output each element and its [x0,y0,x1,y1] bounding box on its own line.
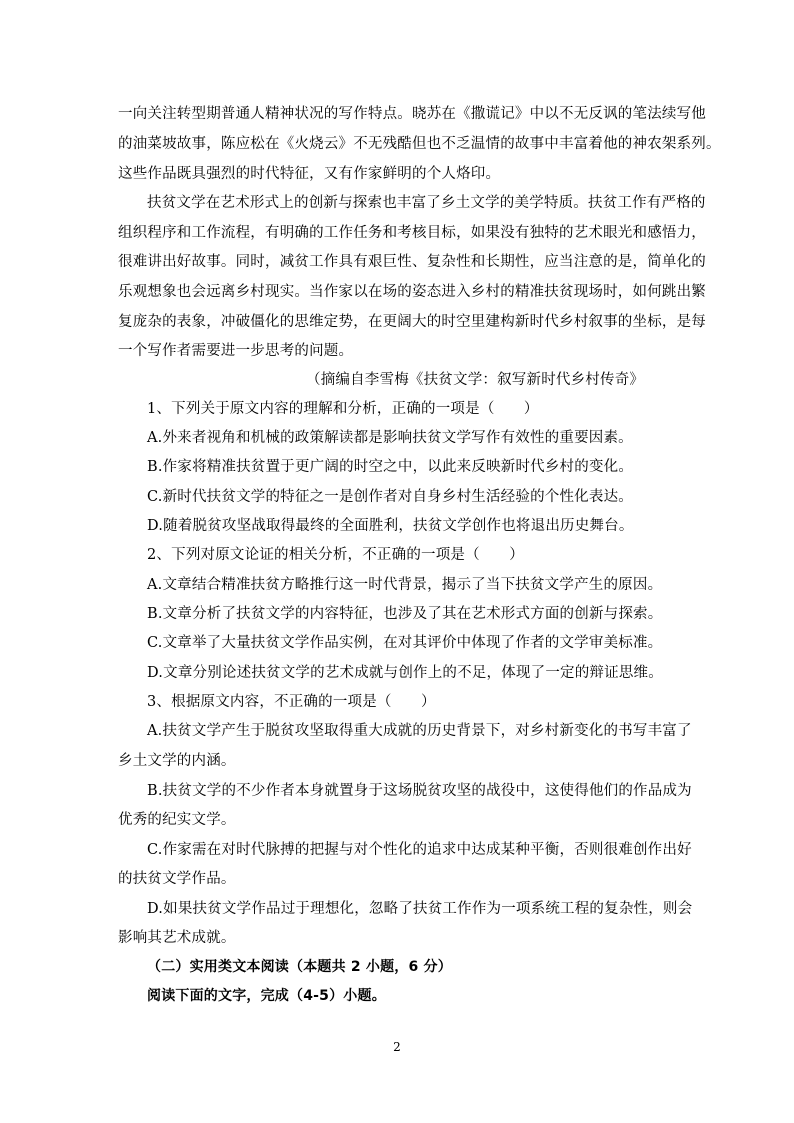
option-2c: C.文章举了大量扶贫文学作品实例，在对其评价中体现了作者的文学审美标准。 [147,635,663,651]
option-1a: A.外来者视角和机械的政策解读都是影响扶贫文学写作有效性的重要因素。 [147,430,633,446]
source-citation: （摘编自李雪梅《扶贫文学：叙写新时代乡村传奇》 [306,372,645,388]
option-2b: B.文章分析了扶贫文学的内容特征，也涉及了其在艺术形式方面的创新与探索。 [147,606,663,622]
option-3b: B.扶贫文学的不少作者本身就置身于这场脱贫攻坚的战役中，这使得他们的作品成为 [147,783,692,799]
section-instruction: 阅读下面的文字，完成（4-5）小题。 [147,988,386,1004]
body-line: 的油菜坡故事，陈应松在《火烧云》不无残酷但也不乏温情的故事中丰富着他的神农架系列。 [118,136,721,152]
option-3d: D.如果扶贫文学作品过于理想化，忽略了扶贫工作作为一项系统工程的复杂性，则会 [147,901,693,917]
option-1d: D.随着脱贫攻坚战取得最终的全面胜利，扶贫文学创作也将退出历史舞台。 [147,518,634,534]
option-1b: B.作家将精准扶贫置于更广阔的时空之中，以此来反映新时代乡村的变化。 [147,459,634,475]
question-1: 1、下列关于原文内容的理解和分析，正确的一项是（ ） [147,401,539,417]
option-3b-cont: 优秀的纪实文学。 [118,812,236,828]
option-2a: A.文章结合精准扶贫方略推行这一时代背景，揭示了当下扶贫文学产生的原因。 [147,577,663,593]
option-2d: D.文章分别论述扶贫文学的艺术成就与创作上的不足，体现了一定的辩证思维。 [147,665,663,681]
option-3c: C.作家需在对时代脉搏的把握与对个性化的追求中达成某种平衡，否则很难创作出好 [147,842,692,858]
body-line: 很难讲出好故事。同时，减贫工作具有艰巨性、复杂性和长期性，应当注意的是，简单化的 [118,254,706,270]
option-3d-cont: 影响其艺术成就。 [118,930,236,946]
question-2: 2、下列对原文论证的相关分析，不正确的一项是（ ） [147,547,524,563]
body-line: 复庞杂的表象，冲破僵化的思维定势，在更阔大的时空里建构新时代乡村叙事的坐标，是每 [118,314,706,330]
option-3c-cont: 的扶贫文学作品。 [118,871,236,887]
section-heading: （二）实用类文本阅读（本题共 2 小题，6 分） [147,959,452,975]
option-3a: A.扶贫文学产生于脱贫攻坚取得重大成就的历史背景下，对乡村新变化的书写丰富了 [147,723,692,739]
body-line: 一个写作者需要进一步思考的问题。 [118,343,354,359]
body-line: 扶贫文学在艺术形式上的创新与探索也丰富了乡土文学的美学特质。扶贫工作有严格的 [147,195,706,211]
body-line: 乐观想象也会远离乡村现实。当作家以在场的姿态进入乡村的精准扶贫现场时，如何跳出繁 [118,284,706,300]
body-line: 组织程序和工作流程，有明确的工作任务和考核目标，如果没有独特的艺术眼光和感悟力， [118,225,706,241]
option-1c: C.新时代扶贫文学的特征之一是创作者对自身乡村生活经验的个性化表达。 [147,489,633,505]
body-line: 这些作品既具强烈的时代特征，又有作家鲜明的个人烙印。 [118,166,501,182]
body-line: 一向关注转型期普通人精神状况的写作特点。晓苏在《撒谎记》中以不无反讽的笔法续写他 [118,106,706,122]
page-number: 2 [393,1040,401,1054]
option-3a-cont: 乡土文学的内涵。 [118,753,236,769]
question-3: 3、根据原文内容，不正确的一项是（ ） [147,694,436,710]
